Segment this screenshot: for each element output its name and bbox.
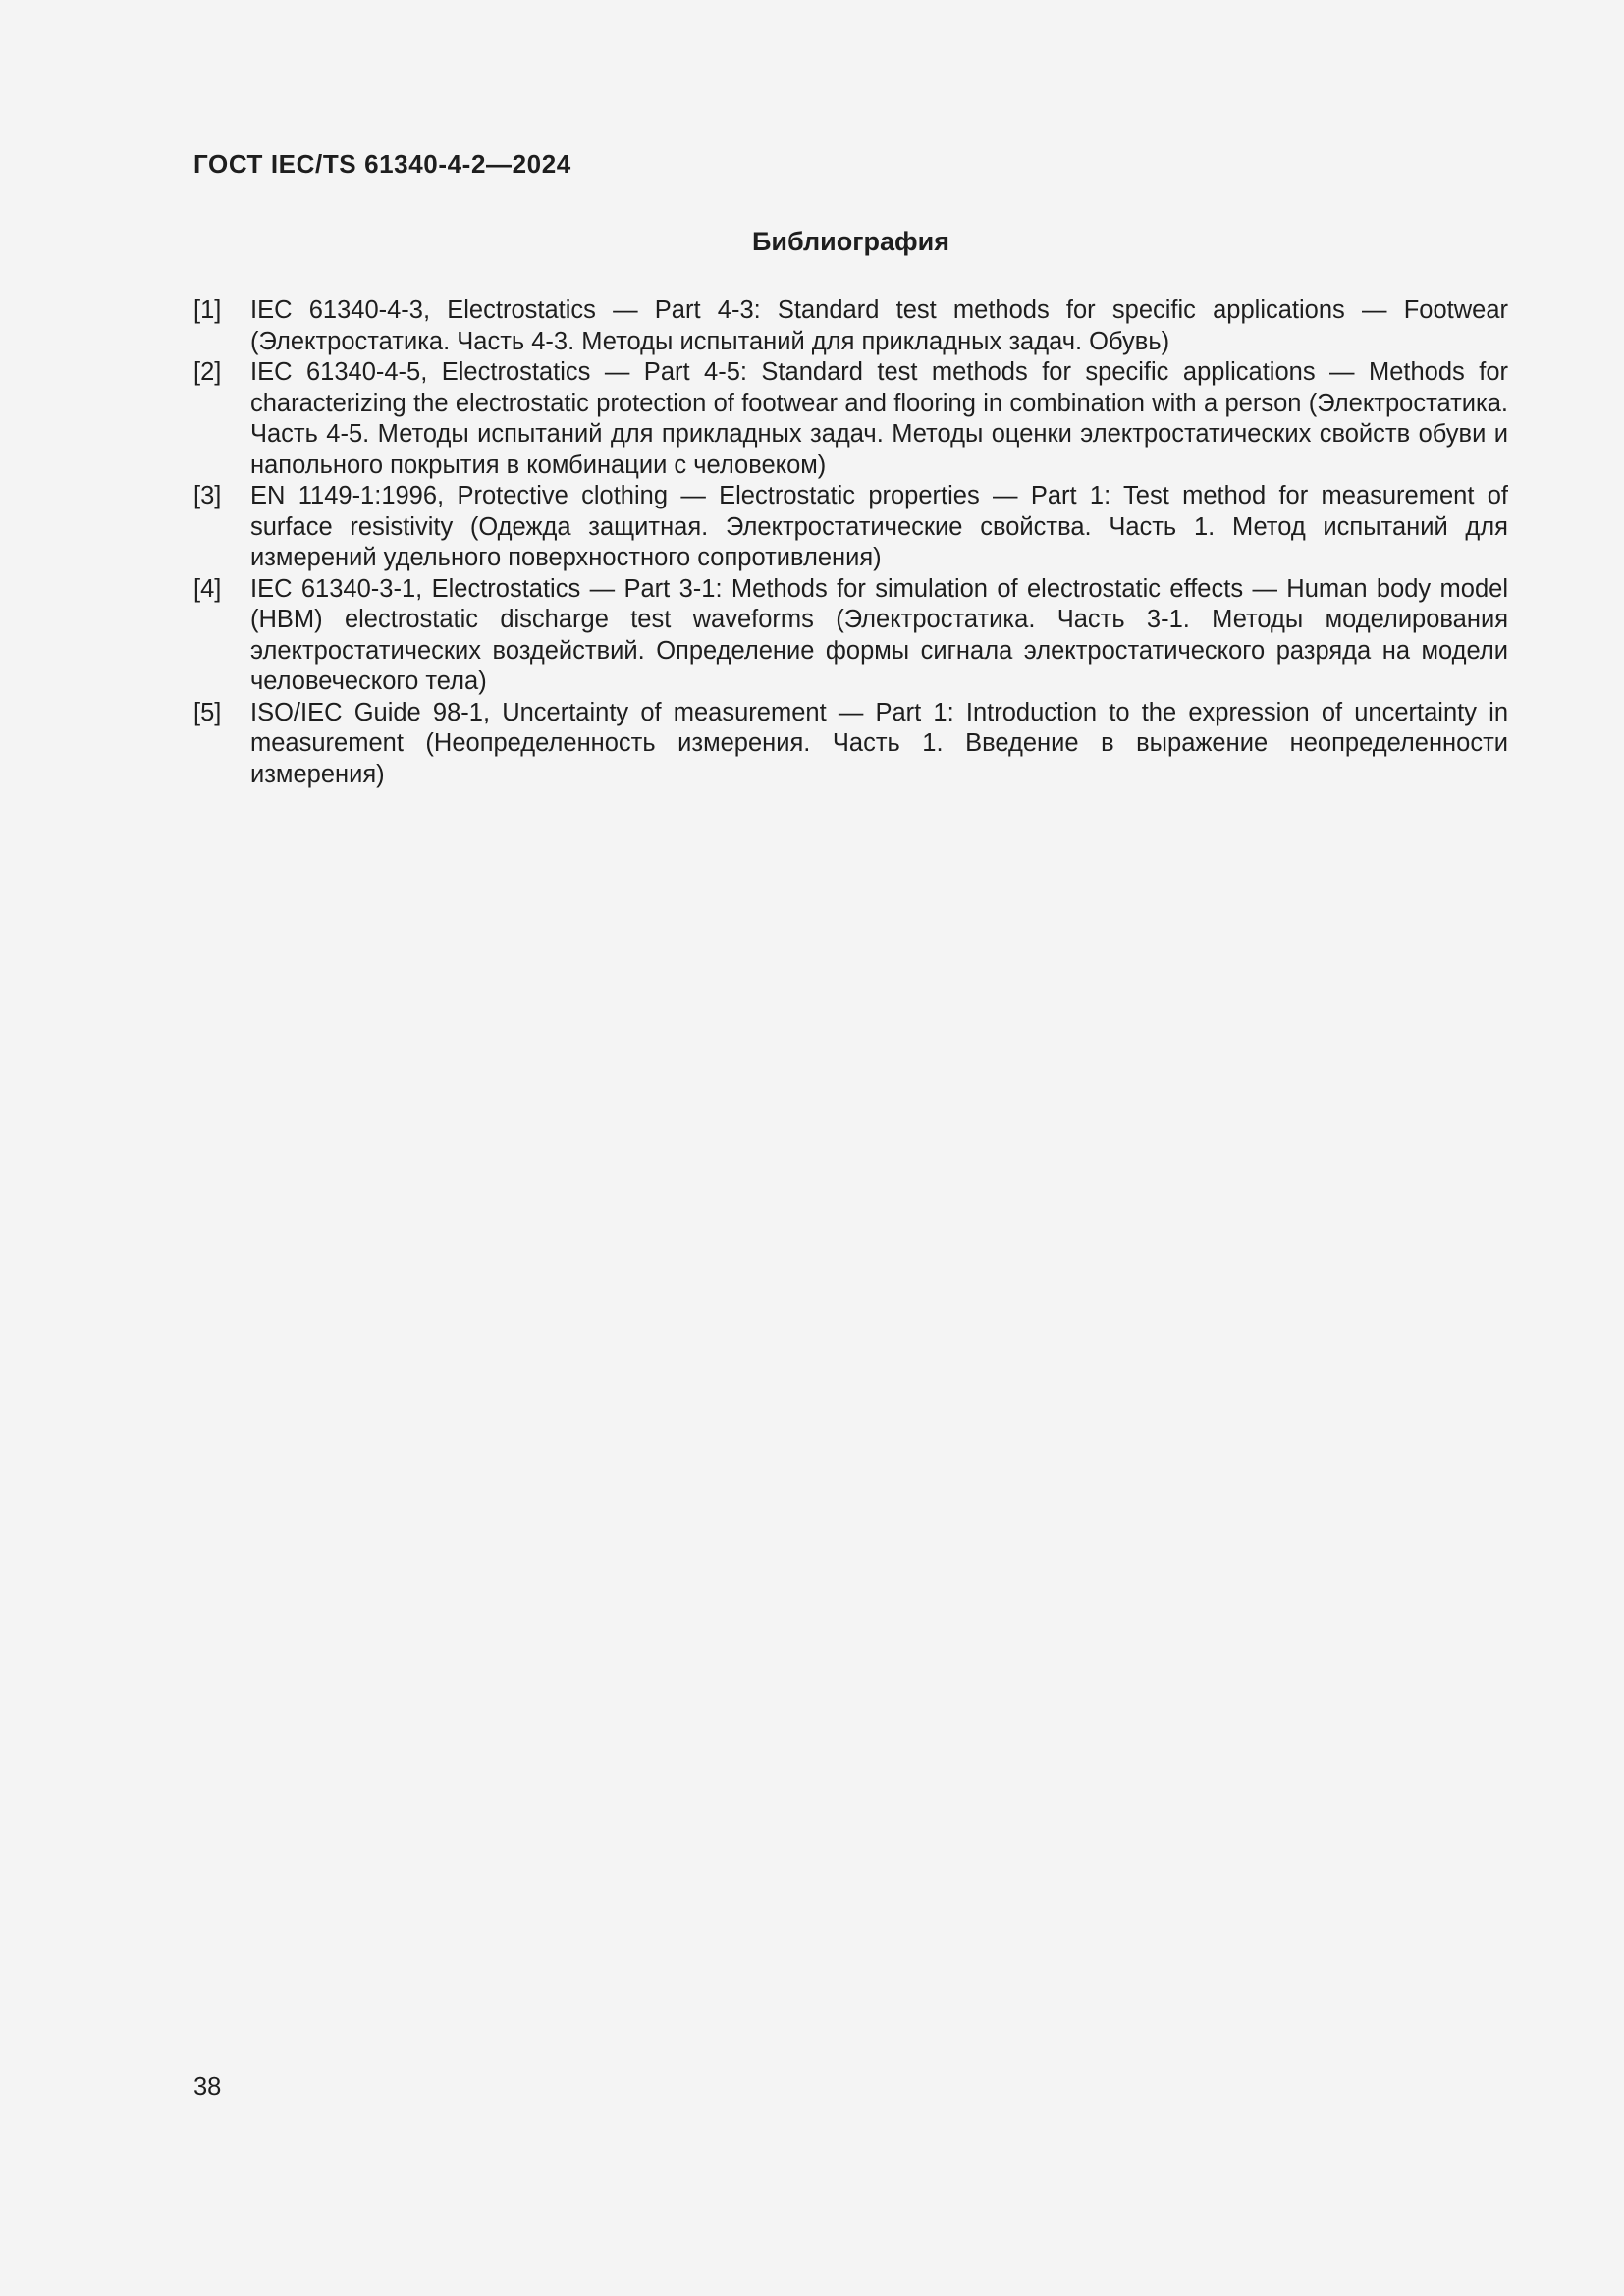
page-number: 38 bbox=[193, 2073, 222, 2101]
bibliography-entry-number: [2] bbox=[193, 358, 222, 386]
bibliography-entry bbox=[193, 295, 1508, 357]
document-code-header: ГОСТ IEC/TS 61340-4-2—2024 bbox=[193, 149, 571, 179]
bibliography-entry bbox=[193, 698, 1508, 791]
bibliography-entry-number: [4] bbox=[193, 574, 222, 603]
bibliography-entry bbox=[193, 357, 1508, 481]
bibliography-entry bbox=[193, 481, 1508, 574]
bibliography-list bbox=[193, 295, 1508, 790]
bibliography-entry-text: IEC 61340-3-1, Electrostatics — Part 3-1: Methods for simulation of electrostatic effects — Human body model (HBM) electrostatic discharge test waveforms (Электростатика. Часть 3-1. Методы моделирования электростатических воздействий. Определение формы сигнала электростатического разряда на модели человеческого тела) bbox=[250, 574, 1508, 695]
bibliography-entry-text: IEC 61340-4-3, Electrostatics — Part 4-3: Standard test methods for specific applications — Footwear (Электростатика. Часть 4-3. Методы испытаний для прикладных задач. Обувь) bbox=[250, 296, 1508, 355]
bibliography-entry-text: ISO/IEC Guide 98-1, Uncertainty of measurement — Part 1: Introduction to the expression of uncertainty in measurement (Неопределенность измерения. Часть 1. Введение в выражение неопределенности измерения) bbox=[250, 698, 1508, 788]
bibliography-entry-number: [1] bbox=[193, 296, 222, 324]
bibliography-title: Библиография bbox=[752, 227, 949, 256]
bibliography-entry-text: EN 1149-1:1996, Protective clothing — Electrostatic properties — Part 1: Test method for measurement of surface resistivity (Одежда защитная. Электростатические свойства. Часть 1. Метод испытаний для измерений удельного поверхностного сопротивления) bbox=[250, 482, 1508, 571]
bibliography-entry-number: [3] bbox=[193, 482, 222, 509]
bibliography-entry-text: IEC 61340-4-5, Electrostatics — Part 4-5: Standard test methods for specific applications — Methods for characterizing the electrostatic protection of footwear and flooring in combination with a person (Электростатика. Часть 4-5. Методы испытаний для прикладных задач. Методы оценки электростатических свойств обуви и напольного покрытия в комбинации с человеком) bbox=[250, 358, 1508, 479]
bibliography-entry-number: [5] bbox=[193, 698, 222, 726]
bibliography-entry bbox=[193, 574, 1508, 698]
